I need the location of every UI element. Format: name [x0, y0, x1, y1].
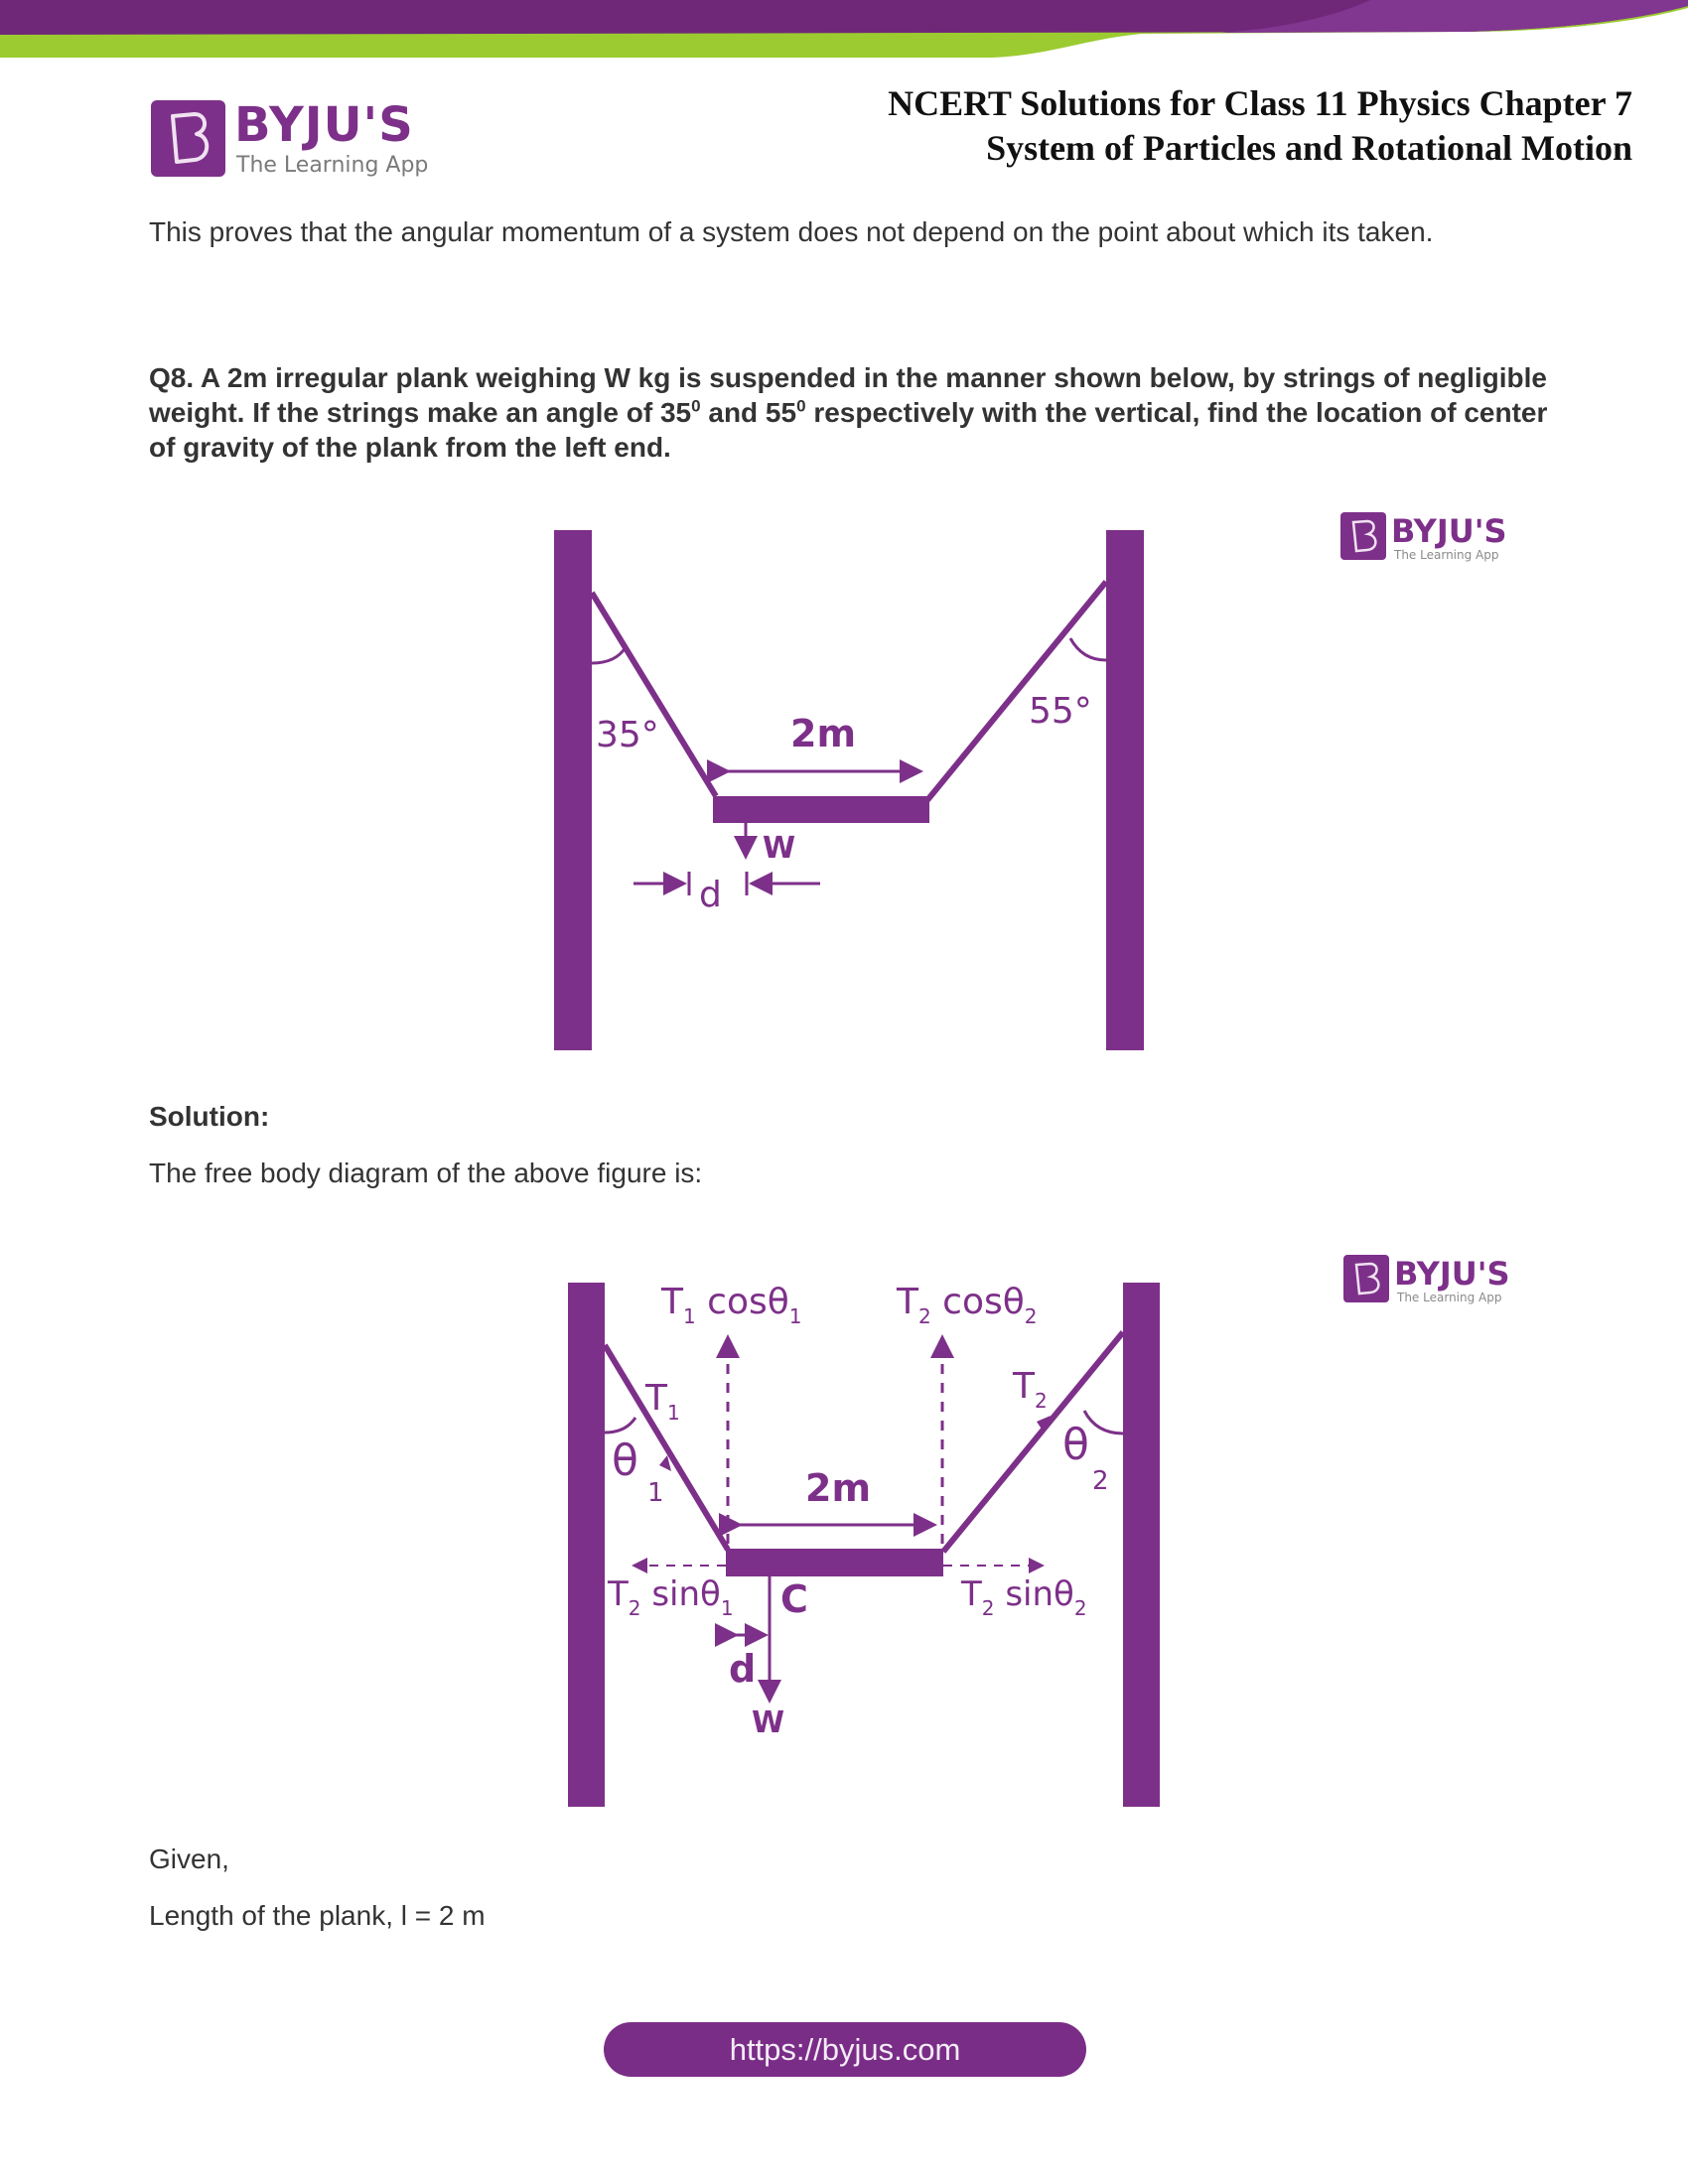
svg-text:The Learning App: The Learning App: [1394, 548, 1499, 562]
document-title-line1: NCERT Solutions for Class 11 Physics Chapter 7: [888, 83, 1632, 123]
left-angle-arc: [605, 1418, 635, 1433]
right-pole: [1123, 1283, 1160, 1807]
plank-suspension-figure: [0, 477, 1688, 1072]
right-sin-label: $T_2$ sinθ$_2$: [961, 1574, 1087, 1620]
right-angle-arc: [1084, 1411, 1123, 1433]
t2-label: $T_2$: [1013, 1366, 1048, 1413]
center-label: C: [780, 1577, 808, 1621]
weight-label: W: [752, 1706, 785, 1740]
t1-cos-label: $T_1$ cosθ$_1$: [661, 1282, 802, 1328]
question-part2: and 55: [700, 397, 797, 428]
right-angle-arc: [1070, 638, 1106, 660]
document-title: [888, 81, 1632, 171]
document-title-line2: System of Particles and Rotational Motion: [986, 128, 1632, 168]
plank: [726, 1549, 943, 1576]
header-band: [0, 0, 1688, 69]
question-text: [149, 360, 1559, 465]
question-part1: Q8. A 2m irregular plank weighing W kg is suspended in the manner shown below, by strings of negligible weight. If the strings make an angle of 35: [149, 362, 1547, 428]
degree-superscript: 0: [691, 396, 701, 416]
left-pole: [568, 1283, 605, 1807]
distance-label: d: [729, 1647, 757, 1691]
degree-superscript: 0: [796, 396, 806, 416]
right-pole: [1106, 530, 1144, 1050]
question-part3: respectively with the vertical, find the location of center of gravity of the plank from the left end.: [149, 397, 1548, 463]
left-string: [592, 593, 716, 796]
theta1-label: θ1: [612, 1435, 664, 1508]
byjus-logo[interactable]: [151, 99, 439, 179]
free-body-diagram: [0, 1231, 1688, 1827]
fbd-intro: The free body diagram of the above figure is:: [149, 1158, 703, 1188]
t2-cos-label: $T_2$ cosθ$_2$: [897, 1282, 1038, 1328]
given-label: Given,: [149, 1843, 229, 1874]
svg-text:BYJU'S: BYJU'S: [1394, 1255, 1510, 1293]
brand-name: BYJU'S: [234, 97, 414, 153]
byjus-b-icon: [151, 100, 225, 177]
svg-text:BYJU'S: BYJU'S: [1391, 512, 1507, 550]
brand-tagline: The Learning App: [236, 153, 429, 178]
figure2-watermark-logo: [1343, 1255, 1510, 1304]
left-sin-label: $T_2$ sinθ$_1$: [608, 1574, 734, 1620]
footer-url-link[interactable]: https://byjus.com: [604, 2022, 1086, 2077]
svg-text:The Learning App: The Learning App: [1397, 1291, 1502, 1304]
t1-label: $T_1$: [645, 1378, 680, 1425]
weight-label: W: [763, 831, 796, 866]
given-length: Length of the plank, l = 2 m: [149, 1900, 486, 1931]
plank: [713, 796, 929, 823]
left-pole: [554, 530, 592, 1050]
length-label: 2m: [790, 712, 857, 755]
angle-right-label: 55°: [1029, 691, 1092, 732]
distance-label: d: [699, 875, 722, 915]
intro-paragraph: This proves that the angular momentum of a system does not depend on the point about which its taken.: [149, 216, 1434, 247]
angle-left-label: 35°: [596, 715, 659, 755]
solution-label: Solution:: [149, 1101, 270, 1132]
length-label: 2m: [805, 1466, 872, 1510]
figure1-watermark-logo: [1340, 512, 1507, 562]
theta2-label: θ2: [1062, 1420, 1109, 1496]
left-angle-arc: [592, 647, 626, 663]
